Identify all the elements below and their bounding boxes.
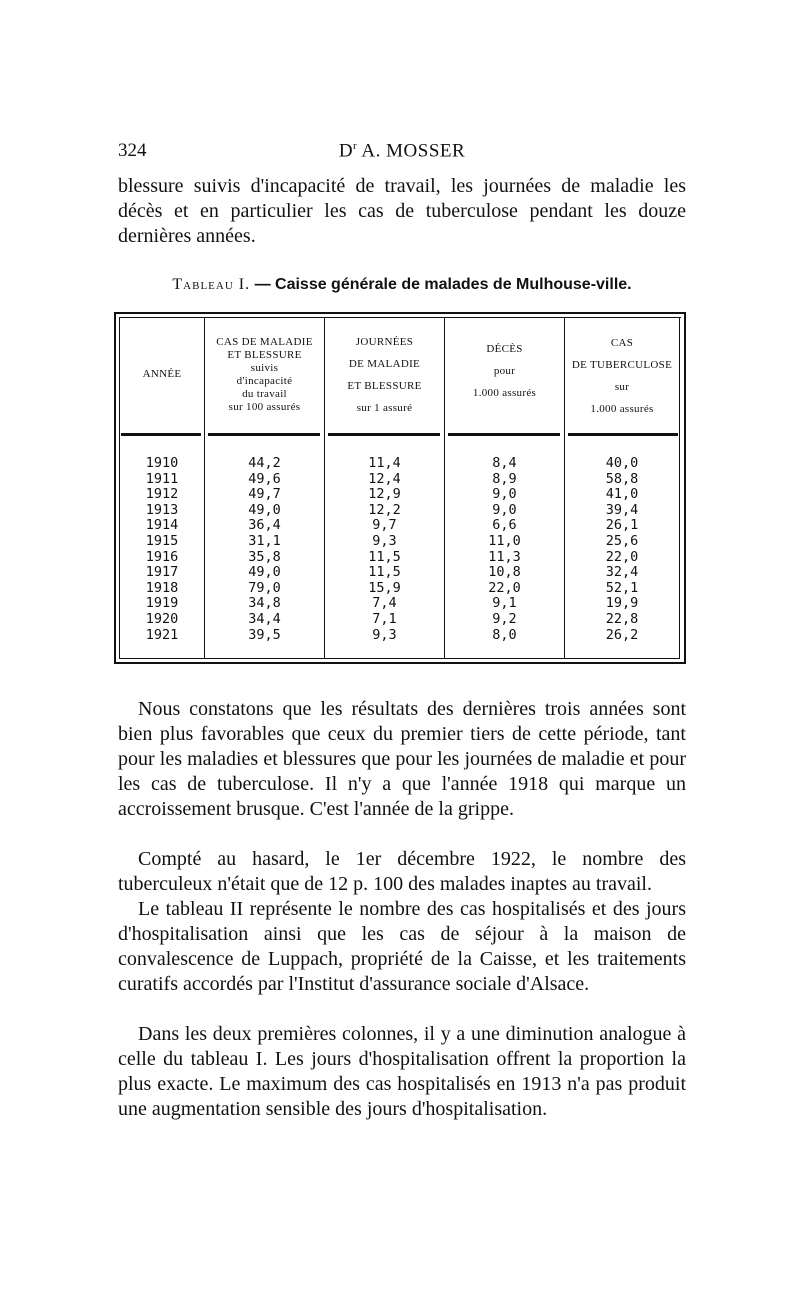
cell-tuberculose: 40,0 bbox=[605, 455, 639, 471]
table-caption-title: Caisse générale de malades de Mulhouse-ville. bbox=[275, 276, 632, 293]
table-right-rule bbox=[684, 312, 686, 664]
header-underline-4 bbox=[448, 433, 560, 436]
cell-deces: 6,6 bbox=[492, 517, 517, 534]
cell-tuberculose: 25,6 bbox=[605, 532, 639, 549]
cell-deces: 8,4 bbox=[492, 455, 517, 471]
body-paragraph-4 bbox=[118, 1022, 686, 1122]
cell-cas-maladie: 44,2 bbox=[248, 455, 281, 471]
cell-deces: 8,0 bbox=[492, 626, 517, 643]
cell-cas-maladie: 49,6 bbox=[248, 470, 281, 487]
cell-annee: 1914 bbox=[145, 517, 179, 534]
cell-tuberculose: 32,4 bbox=[605, 564, 639, 581]
cell-journees: 12,2 bbox=[368, 501, 401, 518]
cell-journees: 7,1 bbox=[372, 610, 397, 627]
table-top-rule bbox=[114, 312, 686, 314]
header-journees: JOURNÉES DE MALADIE ET BLESSURE sur 1 assuré bbox=[347, 336, 422, 414]
cell-tuberculose: 52,1 bbox=[605, 579, 639, 596]
table-caption-dash: — bbox=[254, 276, 271, 293]
cell-cas-maladie: 49,0 bbox=[248, 564, 281, 581]
table-caption-label: Tableau I. bbox=[172, 276, 251, 293]
cell-annee: 1918 bbox=[145, 579, 179, 596]
author-name: A. MOSSER bbox=[361, 140, 466, 162]
author-prefix: D bbox=[338, 140, 354, 162]
body-paragraph-3 bbox=[118, 897, 686, 997]
intro-paragraph: blessure suivis d'incapacité de travail, les journées de maladie les décès et en particulier les cas de tuberculose pendant les douze dernières années. bbox=[118, 175, 686, 247]
cell-journees: 9,7 bbox=[372, 517, 397, 534]
running-title bbox=[118, 140, 686, 162]
cell-journees: 11,4 bbox=[368, 455, 401, 471]
cell-deces: 11,0 bbox=[488, 532, 521, 549]
column-annee bbox=[121, 456, 203, 643]
cell-journees: 12,9 bbox=[368, 486, 401, 503]
body-paragraph-1-text: Nous constatons que les résultats des dernières trois années sont bien plus favorables que ceux du premier tiers de cette période, tant pour les maladies et blessures que pour les journées de maladie et pour les cas de tuberculose. Il n'y a que l'année 1918 qui marque un accroissement brusque. C'est l'année de la grippe. bbox=[118, 698, 686, 820]
cell-annee: 1915 bbox=[145, 532, 179, 549]
cell-journees: 9,3 bbox=[372, 626, 397, 643]
table-left-rule-inner bbox=[119, 317, 120, 659]
cell-cas-maladie: 36,4 bbox=[248, 517, 281, 534]
column-journees bbox=[325, 456, 444, 643]
body-paragraph-1 bbox=[118, 697, 686, 822]
header-underline-2 bbox=[208, 433, 320, 436]
cell-deces: 10,8 bbox=[488, 564, 521, 581]
cell-cas-maladie: 34,4 bbox=[248, 610, 281, 627]
header-deces: DÉCÈS pour 1.000 assurés bbox=[472, 343, 537, 399]
cell-tuberculose: 19,9 bbox=[605, 595, 639, 612]
cell-deces: 9,1 bbox=[492, 595, 517, 612]
cell-tuberculose: 26,1 bbox=[605, 517, 639, 534]
cell-cas-maladie: 31,1 bbox=[248, 532, 281, 549]
cell-journees: 15,9 bbox=[368, 579, 401, 596]
cell-cas-maladie: 35,8 bbox=[248, 548, 281, 565]
header-cas-maladie: CAS DE MALADIE ET BLESSURE suivis d'incapacité du travail sur 100 assurés bbox=[216, 336, 313, 413]
cell-annee: 1920 bbox=[145, 610, 179, 627]
page-number: 324 bbox=[118, 140, 147, 161]
cell-annee: 1912 bbox=[145, 486, 179, 503]
cell-cas-maladie: 34,8 bbox=[248, 595, 281, 612]
column-deces bbox=[445, 456, 564, 643]
cell-tuberculose: 39,4 bbox=[605, 501, 639, 518]
author-prefix-sup: r bbox=[353, 140, 358, 152]
cell-tuberculose: 41,0 bbox=[605, 486, 639, 503]
cell-journees: 7,4 bbox=[372, 595, 397, 612]
column-cas-maladie bbox=[205, 456, 324, 643]
table-bottom-rule bbox=[114, 662, 686, 664]
header-underline-5 bbox=[568, 433, 678, 436]
body-paragraph-2 bbox=[118, 847, 686, 897]
running-head bbox=[118, 140, 686, 164]
cell-cas-maladie: 79,0 bbox=[248, 579, 281, 596]
cell-annee: 1921 bbox=[145, 626, 179, 643]
table-caption bbox=[118, 276, 686, 294]
cell-deces: 9,2 bbox=[492, 610, 517, 627]
cell-cas-maladie: 49,0 bbox=[248, 501, 281, 518]
cell-cas-maladie: 49,7 bbox=[248, 486, 281, 503]
cell-deces: 9,0 bbox=[492, 501, 517, 518]
cell-tuberculose: 26,2 bbox=[605, 626, 639, 643]
cell-journees: 12,4 bbox=[368, 470, 401, 487]
cell-annee: 1913 bbox=[145, 501, 179, 518]
cell-journees: 11,5 bbox=[368, 564, 401, 581]
cell-annee: 1911 bbox=[145, 470, 179, 487]
cell-deces: 11,3 bbox=[488, 548, 521, 565]
table-left-rule bbox=[114, 312, 116, 664]
body-paragraph-2-text: Compté au hasard, le 1er décembre 1922, le nombre des tuberculeux n'était que de 12 p. 100 des malades inaptes au travail. bbox=[118, 848, 686, 895]
cell-tuberculose: 22,8 bbox=[605, 610, 639, 627]
header-underline-1 bbox=[121, 433, 201, 436]
body-paragraph-4-text: Dans les deux premières colonnes, il y a une diminution analogue à celle du tableau I. Les jours d'hospitalisation offrent la proportion la plus exacte. Le maximum des cas hospitalisés en 1913 n'a pas produit une augmentation sensible des jours d'hospitalisation. bbox=[118, 1023, 686, 1120]
table-right-rule-inner bbox=[679, 317, 680, 659]
column-tuberculose bbox=[565, 456, 679, 643]
cell-annee: 1919 bbox=[145, 595, 179, 612]
cell-tuberculose: 22,0 bbox=[605, 548, 639, 565]
cell-journees: 9,3 bbox=[372, 532, 397, 549]
cell-deces: 9,0 bbox=[492, 486, 517, 503]
cell-tuberculose: 58,8 bbox=[605, 470, 639, 487]
cell-cas-maladie: 39,5 bbox=[248, 626, 281, 643]
body-paragraph-3-text: Le tableau II représente le nombre des cas hospitalisés et des jours d'hospitalisation ainsi que les cas de séjour à la maison de convalescence de Luppach, propriété de la Caisse, et les traitements curatifs accordés par l'Institut d'assurance sociale d'Alsace. bbox=[118, 898, 686, 995]
cell-annee: 1910 bbox=[145, 455, 179, 471]
cell-annee: 1917 bbox=[145, 564, 179, 581]
header-tuberculose: CAS DE TUBERCULOSE sur 1.000 assurés bbox=[571, 337, 673, 415]
header-annee: ANNÉE bbox=[142, 368, 182, 380]
cell-annee: 1916 bbox=[145, 548, 179, 565]
cell-deces: 8,9 bbox=[492, 470, 517, 487]
header-underline-3 bbox=[328, 433, 440, 436]
cell-deces: 22,0 bbox=[488, 579, 521, 596]
cell-journees: 11,5 bbox=[368, 548, 401, 565]
